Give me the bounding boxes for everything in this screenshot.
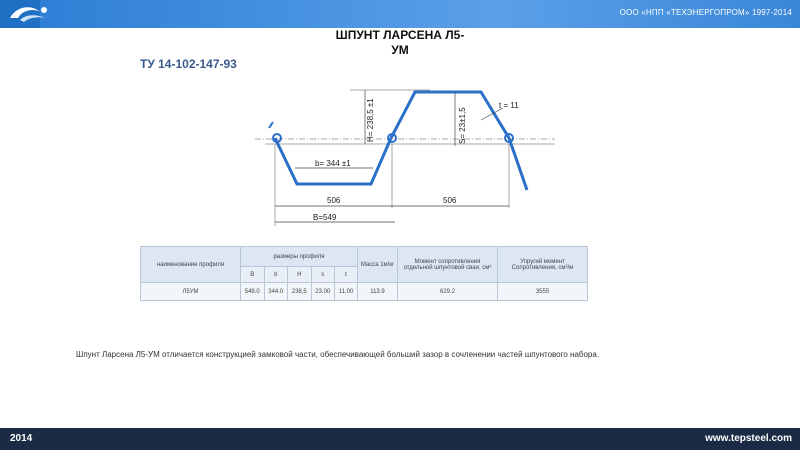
dim-H-label: H= 238,5 ±1 (366, 98, 375, 142)
description-text: Шпунт Ларсена Л5-УМ отличается конструкцией замковой части, обеспечивающей больший зазор в сочленении частей шпунтового набора. (76, 350, 600, 359)
footer-url-link[interactable]: www.tepsteel.com (705, 433, 792, 444)
cell-mass: 113.9 (358, 283, 398, 301)
footer-bar (0, 428, 800, 450)
header-elastic: Упругий момент Сопротивления, см³/м (498, 247, 588, 283)
profile-drawing (255, 80, 555, 230)
profile-left-tip (269, 122, 273, 128)
cell-moment: 629.2 (398, 283, 498, 301)
header-bar (0, 0, 800, 28)
subheader-s: s (311, 267, 335, 283)
standard-code: ТУ 14-102-147-93 (140, 57, 237, 71)
cell-b: 344.0 (264, 283, 288, 301)
cell-B: 549.0 (241, 283, 265, 301)
profile-right-tail (509, 138, 527, 190)
dim-506-left-label: 506 (327, 196, 341, 205)
company-logo-icon (6, 2, 54, 26)
table-row (141, 283, 588, 301)
cell-name: Л5УМ (141, 283, 241, 301)
cell-elastic: 3555 (498, 283, 588, 301)
subheader-H: H (288, 267, 312, 283)
footer-year: 2014 (10, 433, 33, 444)
cell-H: 238,5 (288, 283, 312, 301)
company-name: ООО «НПП «ТЕХЭНЕРГОПРОМ» 1997-2014 (619, 8, 792, 17)
dim-t-label: t = 11 (499, 101, 519, 110)
subheader-B: B (241, 267, 265, 283)
header-mass: Масса 1м/кг (358, 247, 398, 283)
header-sizes: размеры профиля (241, 247, 358, 267)
dim-S-label: S= 23±1,5 (458, 107, 467, 144)
cell-t: 11.00 (335, 283, 358, 301)
header-name: наименование профиля (141, 247, 241, 283)
page-title (300, 28, 500, 58)
subheader-b: b (264, 267, 288, 283)
title-line-1: ШПУНТ ЛАРСЕНА Л5- (335, 28, 465, 42)
subheader-t: t (335, 267, 358, 283)
dim-b-label: b= 344 ±1 (315, 159, 351, 168)
header-moment: Момент сопротивления отдельной шпунтовой сваи, см³ (398, 247, 498, 283)
profile-crest (391, 92, 509, 138)
spec-table (140, 246, 588, 301)
cell-s: 23.00 (311, 283, 335, 301)
title-line-2: УМ (391, 43, 409, 57)
table-header-row (141, 247, 588, 267)
dim-B-label: B=549 (313, 213, 337, 222)
dim-506-right-label: 506 (443, 196, 457, 205)
